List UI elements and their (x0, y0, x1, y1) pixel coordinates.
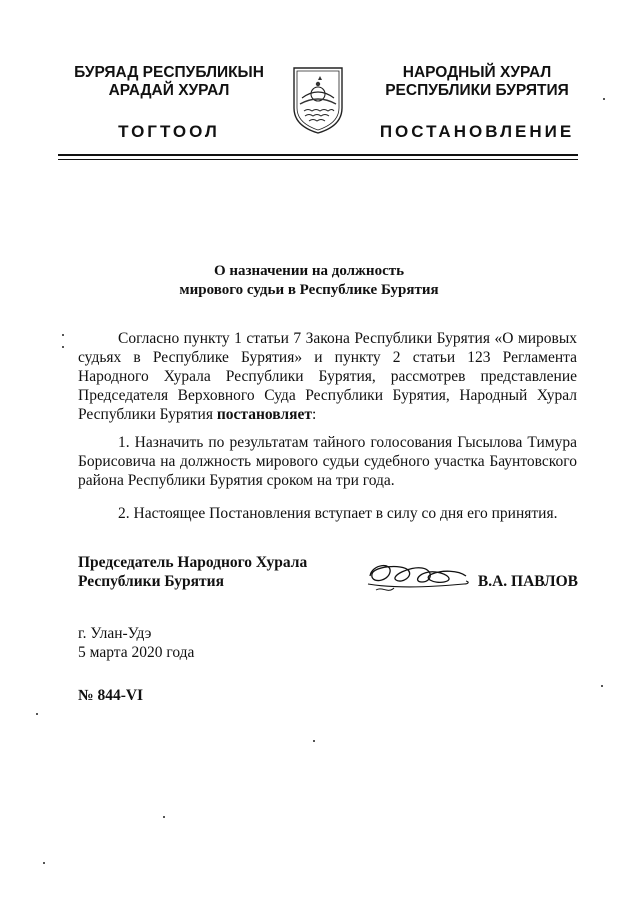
signatory-name: В.А. ПАВЛОВ (477, 573, 578, 590)
position-line1: Председатель Народного Хурала (78, 554, 308, 571)
header-left-line1: БУРЯАД РЕСПУБЛИКЫН (74, 64, 264, 81)
buryatia-coat-of-arms-icon (288, 64, 348, 136)
decree-item-2: 2. Настоящее Постановления вступает в силу со дня его принятия. (118, 505, 558, 522)
decree-item-1: 1. Назначить по результатам тайного голосования Гысылова Тимура Борисовича на должность мирового судьи судебного участка Баунтовского района Республики Бурятия сроком на три года. (78, 434, 577, 489)
scan-speck (603, 98, 605, 100)
title-line2: мирового судьи в Республике Бурятия (179, 282, 439, 298)
scan-speck (43, 862, 45, 864)
header-right-line2: РЕСПУБЛИКИ БУРЯТИЯ (385, 82, 569, 99)
scan-speck (36, 713, 38, 715)
preamble-text: Согласно пункту 1 статьи 7 Закона Республики Бурятия «О мировых судьях в Республике Бурятия» и пункту 2 статьи 123 Регламента Народного Хурала Республики Бурятия, рассмотрев представление Председателя Верховного Суда Республики Бурятия, Народный Хурал Республики Бурятия (78, 330, 577, 423)
title-line1: О назначении на должность (213, 263, 405, 279)
document-number: № 844-VI (78, 687, 144, 704)
document-city: г. Улан-Удэ (78, 625, 152, 642)
header-right-kind: ПОСТАНОВЛЕНИЕ (379, 122, 575, 141)
signatory-position (78, 553, 358, 591)
document-date: 5 марта 2020 года (78, 644, 195, 661)
scan-speck (62, 346, 64, 348)
scan-speck (163, 816, 165, 818)
header-right-org (372, 64, 582, 100)
decree-colon: : (312, 406, 317, 423)
header-divider-thick (58, 154, 578, 156)
header-right-line1: НАРОДНЫЙ ХУРАЛ (402, 64, 552, 81)
scan-speck (313, 740, 315, 742)
decree-word: постановляет (216, 406, 313, 423)
scan-speck (601, 685, 603, 687)
header-divider-thin (58, 159, 578, 160)
position-line2: Республики Бурятия (78, 573, 224, 590)
header-left-kind: ТОГТООЛ (118, 122, 220, 141)
handwritten-signature-icon (362, 554, 474, 600)
document-title (80, 262, 538, 300)
scan-speck (62, 334, 64, 336)
header-left-line2: АРАДАЙ ХУРАЛ (108, 82, 230, 99)
header-left-org (50, 64, 288, 100)
preamble-paragraph (78, 329, 577, 424)
